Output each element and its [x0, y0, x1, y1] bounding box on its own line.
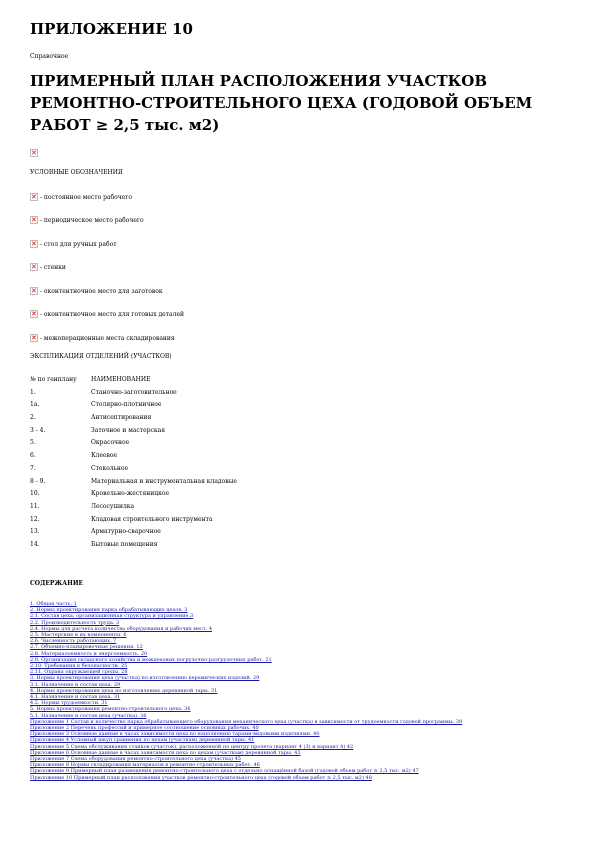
legend-item: [30, 287, 163, 295]
legend-item: [30, 240, 117, 248]
toc-link[interactable]: Приложение 2 Перечень профессий и примерное соотношение основных рабочих. 40: [30, 725, 259, 732]
broken-image-icon: [30, 310, 38, 318]
broken-image-icon: [30, 263, 38, 271]
table-row: [30, 478, 237, 491]
broken-image-icon: [30, 334, 38, 342]
toc-link[interactable]: 5. Нормы проектирования ремонтно-строительного цеха. 36: [30, 706, 191, 713]
appendix-title: ПРИЛОЖЕНИЕ 10: [30, 20, 193, 38]
legend-heading: УСЛОВНЫЕ ОБОЗНАЧЕНИЯ: [30, 169, 123, 176]
row-number: 3 - 4.: [30, 426, 46, 434]
row-name: Материальная и инструментальная кладовые: [91, 477, 237, 485]
table-row: [30, 401, 237, 414]
row-name: Стекольное: [91, 464, 129, 472]
row-name: Антисептирования: [91, 414, 152, 422]
toc-link[interactable]: Приложение 10 Примерный план расположения участков ремонтно-строительного цеха (годовой объем работ ≥ 2,5 тыс. м2) 48: [30, 774, 372, 781]
row-number: 2.: [30, 414, 36, 422]
toc-link[interactable]: Приложение 7 Схема оборудования ремонтно-строительного цеха (участка) 45: [30, 756, 241, 763]
row-number: 11.: [30, 502, 40, 510]
toc-link[interactable]: 2.5. Мастерские и их компоненты. 6: [30, 632, 127, 639]
toc-link[interactable]: 1. Общая часть. 1: [30, 601, 77, 607]
broken-image-icon: [30, 193, 38, 201]
legend-item: [30, 334, 175, 342]
toc-link[interactable]: 2.9. Организация складского хозяйства и межцеховых погрузочно-разгрузочных работ. 21: [30, 656, 272, 663]
row-name: Лесосушилка: [91, 502, 135, 510]
row-number: 14.: [30, 540, 40, 548]
table-row: [30, 541, 237, 554]
legend-item: [30, 216, 144, 224]
table-row: [30, 414, 237, 427]
column-header-number: № по генплану: [30, 376, 77, 383]
row-number: 7.: [30, 464, 36, 472]
row-number: 13.: [30, 528, 40, 536]
table-row: [30, 439, 237, 452]
legend-item-label: - оконтентночное место для заготовок: [40, 287, 163, 295]
broken-image-icon: [30, 240, 38, 248]
toc-link[interactable]: 2.11. Охрана окружающей среды. 28: [30, 669, 128, 676]
legend-item-label: - стол для ручных работ: [40, 240, 117, 248]
toc-link[interactable]: 2.8. Материалоемкость и энергоемкость. 20: [30, 650, 148, 657]
table-row: [30, 427, 237, 440]
row-name: Окрасочное: [91, 439, 130, 447]
toc-heading: СОДЕРЖАНИЕ: [30, 580, 84, 587]
toc-link[interactable]: Приложение 5 Схема обслуживания станков (участок), расположенной по центру пролета (вариант 4 (3) и вариант 4) 42: [30, 743, 354, 750]
toc-link[interactable]: Приложение 1 Состав и количество парка обрабатывающего оборудования механического цеха (участка) в зависимости от трудоемкости годовой программы. 39: [30, 718, 463, 725]
toc-link[interactable]: 3. Нормы проектирования цеха (участка) по изготовлению керамических изделий. 29: [30, 675, 260, 682]
row-number: 10.: [30, 490, 40, 498]
appendix-subtitle: Справочное: [30, 53, 69, 60]
legend-item-label: - стенки: [40, 263, 66, 271]
toc-link[interactable]: 2. Нормы проектирования парка обрабатывающих цехов. 3: [30, 607, 188, 614]
table-row: [30, 389, 237, 402]
toc-link[interactable]: 2.6. Численность работающих. 7: [30, 638, 117, 645]
table-row: [30, 452, 237, 465]
row-number: 6.: [30, 452, 36, 460]
column-header-name: НАИМЕНОВАНИЕ: [91, 376, 151, 383]
toc-link[interactable]: 4.1. Назначение и состав цеха. 31: [30, 694, 121, 701]
legend-item: [30, 263, 66, 271]
toc-link[interactable]: Приложение 4 Условный шкуп сравнения по цехам (участкам) деревянной тары. 41: [30, 737, 255, 744]
legend-item-label: - периодическое место рабочего: [40, 216, 144, 224]
row-name: Кладовая строительного инструмента: [91, 515, 213, 523]
toc-link[interactable]: 5.1. Назначение и состав цеха (участка). 36: [30, 712, 147, 719]
table-of-contents: [30, 601, 570, 781]
table-row: [30, 490, 237, 503]
toc-link[interactable]: 2.1. Состав цеха, организационная структура и управление.3: [30, 613, 194, 620]
broken-image-icon: [30, 287, 38, 295]
table-row: [30, 465, 237, 478]
toc-link[interactable]: Приложение 8 Нормы складирования материалов в ремонтно-строительных работ. 46: [30, 762, 260, 769]
broken-image-icon: [30, 149, 38, 157]
row-number: 5.: [30, 439, 36, 447]
legend-item: [30, 310, 184, 318]
row-name: Станочно-заготовительное: [91, 388, 177, 396]
toc-link[interactable]: Приложение 3 Основные данные в часах зависимости цеха по наполнению тарами-видовыми изделиями. 40: [30, 731, 320, 738]
legend-item: [30, 193, 132, 201]
row-number: 1а.: [30, 401, 40, 409]
legend-item-label: - оконтентночное место для готовых деталей: [40, 310, 184, 318]
row-name: Бытовые помещения: [91, 540, 158, 548]
explication-table: [30, 376, 237, 554]
toc-link[interactable]: 4. Нормы проектирования цеха по изготовлению деревянной тары. 31: [30, 687, 218, 694]
row-number: 8 - 9.: [30, 477, 46, 485]
row-name: Клеевое: [91, 452, 118, 460]
row-name: Арматурно-сварочное: [91, 528, 161, 536]
toc-link[interactable]: 2.4. Нормы для расчета количества оборудования и рабочих мест. 4: [30, 625, 213, 632]
toc-link[interactable]: Приложение 9 Примерный план размещения ремонтно-строительного цеха с отдельно оснащённой базой (годовой объем работ ≥ 2,5 тыс. м2) 47: [30, 768, 419, 775]
toc-link[interactable]: 4.2. Нормы трудоемкости. 31: [30, 700, 108, 707]
table-row: [30, 503, 237, 516]
toc-link[interactable]: Приложение 6 Основные данные в часах зависимости цеха по цехам (участкам) деревянной тары. 43: [30, 749, 301, 756]
row-number: 12.: [30, 515, 40, 523]
row-number: 1.: [30, 388, 36, 396]
toc-link[interactable]: 2.10. Требования к безопасности. 25: [30, 663, 128, 670]
toc-link[interactable]: 2.7. Объемно-планировочные решения. 12: [30, 644, 143, 651]
plan-title: ПРИМЕРНЫЙ ПЛАН РАСПОЛОЖЕНИЯ УЧАСТКОВ РЕМОНТНО-СТРОИТЕЛЬНОГО ЦЕХА (ГОДОВОЙ ОБЪЕМ РАБОТ ≥ 2,5 тыс. м2): [30, 72, 533, 134]
explication-heading: ЭКСПЛИКАЦИЯ ОТДЕЛЕНИЙ (УЧАСТКОВ): [30, 353, 172, 360]
legend-item-label: - межоперационные места складирования: [40, 334, 175, 342]
toc-link[interactable]: 3.1. Назначение и состав цеха. 29: [30, 681, 121, 688]
table-header-row: [30, 376, 237, 389]
table-row: [30, 516, 237, 529]
row-name: Столярно-плотничное: [91, 401, 162, 409]
legend-item-label: - постоянное место рабочего: [40, 193, 133, 201]
row-name: Заточное и мастерская: [91, 426, 165, 434]
toc-link[interactable]: 2.2. Производительность труда. 3: [30, 619, 120, 626]
broken-image-icon: [30, 216, 38, 224]
row-name: Кровельно-жестяницкое: [91, 490, 170, 498]
table-row: [30, 528, 237, 541]
